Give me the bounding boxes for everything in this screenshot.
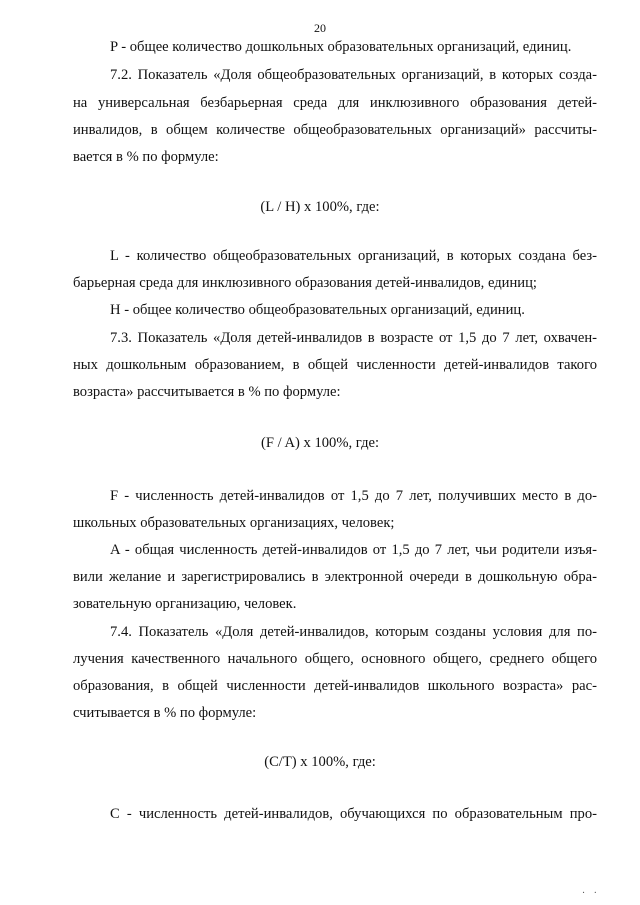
- definition-c-line: C - численность детей-инвалидов, обучающихся по образовательным про-: [110, 806, 597, 822]
- formula-l-h: (L / H) x 100%, где:: [260, 199, 380, 215]
- definition-a-line: зовательную организацию, человек.: [73, 596, 297, 612]
- paragraph-7-4-line: лучения качественного начального общего, основного общего, среднего общего: [73, 651, 597, 667]
- definition-f-line: F - численность детей-инвалидов от 1,5 до 7 лет, получивших место в до-: [110, 488, 597, 504]
- paragraph-7-4-line: 7.4. Показатель «Доля детей-инвалидов, которым созданы условия для по-: [110, 624, 597, 640]
- paragraph-7-2-line: инвалидов, в общем количестве общеобразовательных организаций» рассчиты-: [73, 122, 597, 138]
- paragraph-7-3-line: 7.3. Показатель «Доля детей-инвалидов в возрасте от 1,5 до 7 лет, охвачен-: [110, 330, 597, 346]
- definition-l-line: барьерная среда для инклюзивного образования детей-инвалидов, единиц;: [73, 275, 537, 291]
- paragraph-7-2-line: вается в % по формуле:: [73, 149, 219, 165]
- paragraph-7-3-line: ных дошкольным образованием, в общей численности детей-инвалидов такого: [73, 357, 597, 373]
- definition-h: H - общее количество общеобразовательных организаций, единиц.: [110, 302, 525, 318]
- definition-l-line: L - количество общеобразовательных организаций, в которых создана без-: [110, 248, 597, 264]
- paragraph-7-4-line: считывается в % по формуле:: [73, 705, 257, 721]
- definition-a-line: A - общая численность детей-инвалидов от 1,5 до 7 лет, чьи родители изъя-: [110, 542, 597, 558]
- definition-a-line: вили желание и зарегистрировались в электронной очереди в дошкольную обра-: [73, 569, 597, 585]
- paragraph-7-4-line: образования, в общей численности детей-инвалидов школьного возраста» рас-: [73, 678, 597, 694]
- paragraph-7-3-line: возраста» рассчитывается в % по формуле:: [73, 384, 341, 400]
- formula-f-a: (F / A) x 100%, где:: [260, 435, 380, 451]
- paragraph-7-2-line: 7.2. Показатель «Доля общеобразовательных организаций, в которых созда-: [110, 67, 597, 83]
- paragraph-7-2-line: на универсальная безбарьерная среда для инклюзивного образования детей-: [73, 95, 597, 111]
- scan-corner-mark: · ·: [581, 888, 600, 899]
- definition-p: P - общее количество дошкольных образовательных организаций, единиц.: [110, 39, 572, 55]
- definition-f-line: школьных образовательных организациях, человек;: [73, 515, 395, 531]
- page-number: 20: [314, 21, 326, 35]
- formula-c-t: (C/T) x 100%, где:: [264, 754, 376, 770]
